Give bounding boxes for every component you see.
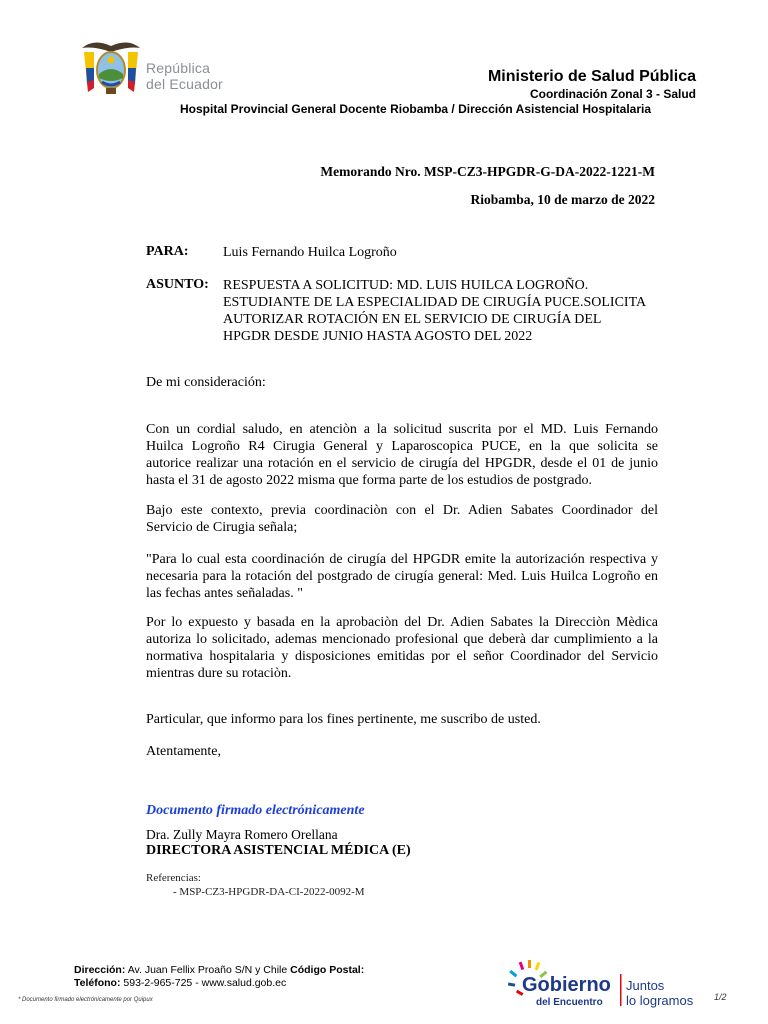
paragraph-line: Huilca Logroño R4 Cirugia General y Laparoscopica PUCE, en la que solicita se <box>146 439 658 454</box>
ministry-title: Ministerio de Salud Pública <box>487 68 696 85</box>
paragraph-line: normativa hospitalaria y disposiciones emitidas por el señor Coordinador del Servicio <box>146 649 658 664</box>
memo-date: Riobamba, 10 de marzo de 2022 <box>470 192 655 207</box>
paragraph-line: "Para lo cual esta coordinación de cirugía del HPGDR emite la autorización respectiva y <box>146 552 658 567</box>
juntos-line2: lo logramos <box>626 993 694 1008</box>
coat-of-arms-logo <box>78 38 144 100</box>
page-number: 1/2 <box>714 992 727 1002</box>
republic-name-line2: del Ecuador <box>146 76 223 92</box>
paragraph-line: las fechas antes señaladas. " <box>146 586 303 601</box>
paragraph-quote <box>146 551 658 602</box>
paragraph-line: necesaria para la rotación del postgrado de cirugía general: Med. Luis Huilca Logroño en <box>146 569 658 584</box>
address-label: Dirección: <box>74 964 126 976</box>
paragraph-context <box>146 502 658 536</box>
memo-number: Memorando Nro. MSP-CZ3-HPGDR-G-DA-2022-1221-M <box>320 164 655 179</box>
electronic-signature-note: Documento firmado electrónicamente <box>146 803 365 818</box>
paragraph-line: mientras dure su rotaciòn. <box>146 666 292 681</box>
paragraph-line: Con un cordial saludo, en atenciòn a la solicitud suscrita por el MD. Luis Fernando <box>146 422 658 437</box>
phone-label: Teléfono: <box>74 977 121 989</box>
para-label: PARA: <box>146 244 189 259</box>
para-recipient: Luis Fernando Huilca Logroño <box>223 245 397 260</box>
hospital-name: Hospital Provincial General Docente Riobamba / Dirección Asistencial Hospitalaria <box>180 102 652 116</box>
postal-label: Código Postal: <box>290 964 365 976</box>
paragraph-line: Servicio de Cirugia señala; <box>146 520 298 535</box>
references-label: Referencias: <box>146 872 201 884</box>
signer-title: DIRECTORA ASISTENCIAL MÉDICA (E) <box>146 843 411 858</box>
paragraph-line: Por lo expuesto y basada en la aprobaciòn del Dr. Adien Sabates la Direcciòn Mèdica <box>146 615 658 630</box>
asunto-text <box>223 277 663 345</box>
asunto-line: ESTUDIANTE DE LA ESPECIALIDAD DE CIRUGÍA PUCE.SOLICITA <box>223 295 647 310</box>
republic-name-line1: República <box>146 60 211 76</box>
reference-item: - MSP-CZ3-HPGDR-DA-CI-2022-0092-M <box>173 886 365 898</box>
gobierno-word: Gobierno <box>522 974 611 996</box>
juntos-line1: Juntos <box>626 978 665 993</box>
quipux-note: * Documento firmado electrónicamente por Quipux <box>18 997 153 1003</box>
paragraph-authorization <box>146 614 658 682</box>
greeting: De mi consideración: <box>146 375 266 390</box>
paragraph-line: Bajo este contexto, previa coordinaciòn con el Dr. Adien Sabates Coordinador del <box>146 503 658 518</box>
closing-sentence: Particular, que informo para los fines pertinente, me suscribo de usted. <box>146 712 541 727</box>
asunto-line: AUTORIZAR ROTACIÓN EN EL SERVICIO DE CIRUGÍA DEL <box>223 312 602 327</box>
asunto-line: HPGDR DESDE JUNIO HASTA AGOSTO DEL 2022 <box>223 329 533 344</box>
asunto-line: RESPUESTA A SOLICITUD: MD. LUIS HUILCA LOGROÑO. <box>223 278 589 293</box>
gobierno-logo <box>508 960 694 1010</box>
phone-value: 593-2-965-725 - www.salud.gob.ec <box>123 977 287 989</box>
zone-subtitle: Coordinación Zonal 3 - Salud <box>529 87 696 101</box>
footer-phone <box>74 977 286 989</box>
paragraph-line: autoriza lo solicitado, ademas mencionado profesional que deberà dar cumplimiento a la <box>146 632 658 647</box>
paragraph-request <box>146 421 658 489</box>
footer-address <box>74 964 364 976</box>
paragraph-line: autorice realizar una rotación en el servicio de cirugía del HPGDR, desde el 01 de junio <box>146 456 658 471</box>
closing-salutation: Atentamente, <box>146 744 222 759</box>
address-value: Av. Juan Fellix Proaño S/N y Chile <box>127 964 288 976</box>
signer-name: Dra. Zully Mayra Romero Orellana <box>146 827 338 842</box>
paragraph-line: hasta el 31 de agosto 2022 misma que forma parte de los estudios de postgrado. <box>146 473 592 488</box>
asunto-label: ASUNTO: <box>146 277 209 292</box>
encuentro-word: del Encuentro <box>536 997 603 1008</box>
